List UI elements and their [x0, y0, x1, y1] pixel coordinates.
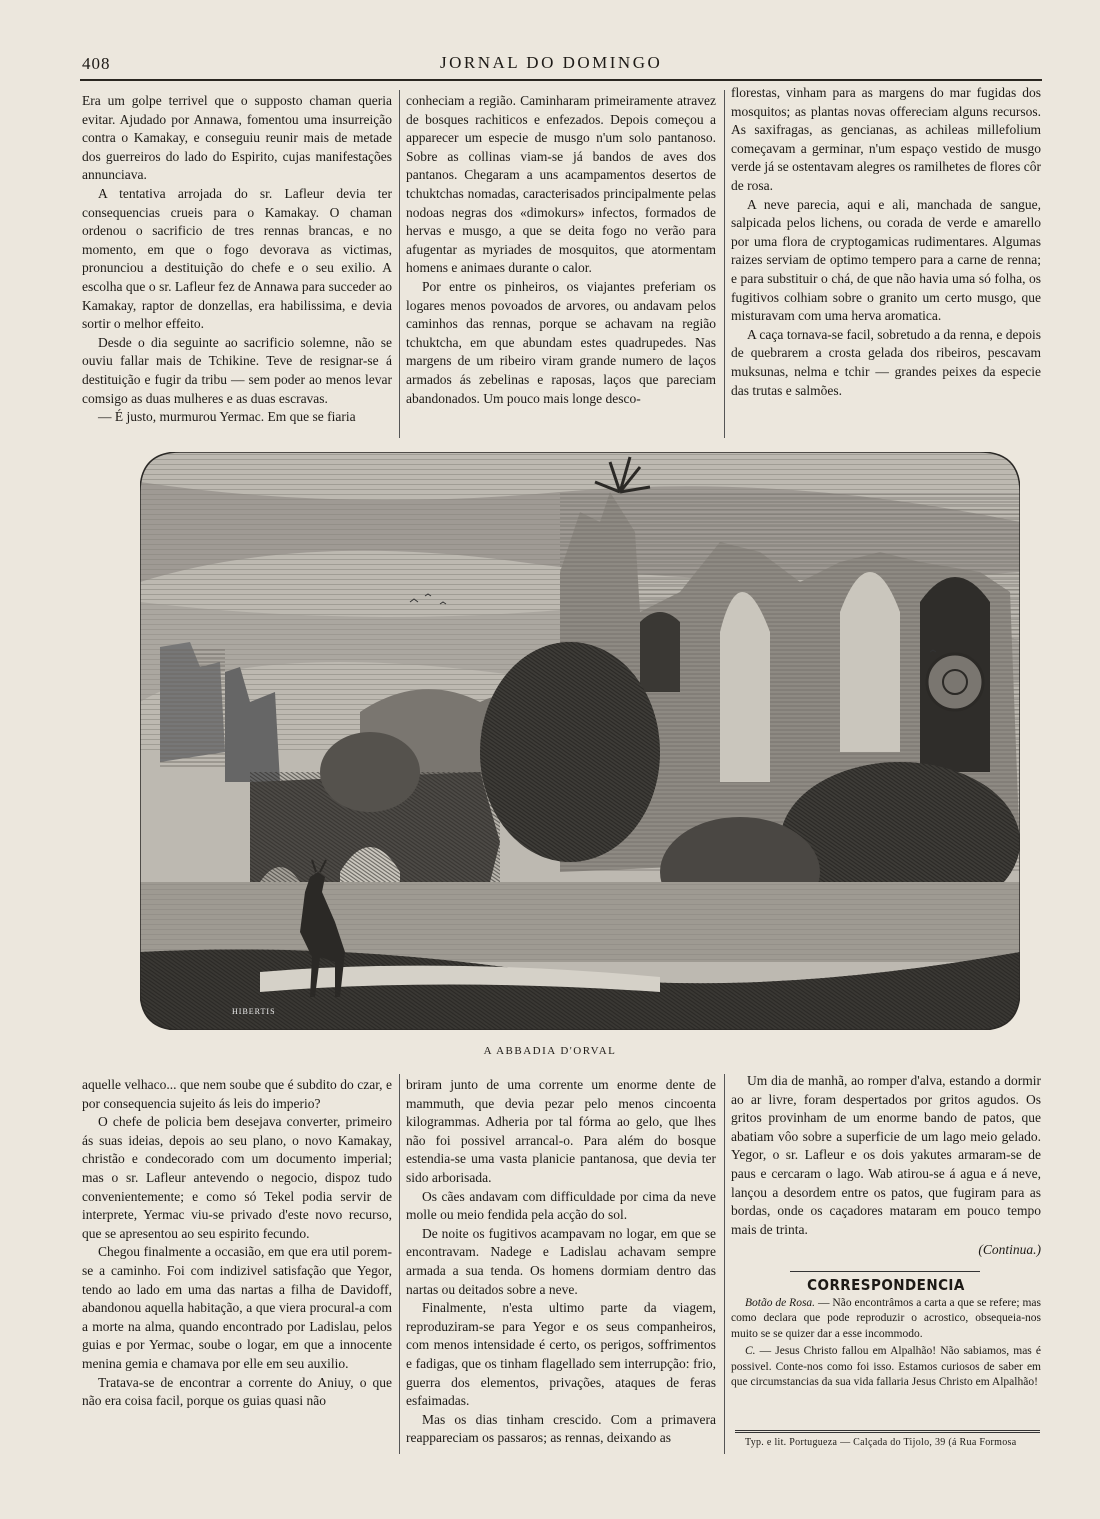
paragraph: — É justo, murmurou Yermac. Em que se fiaria [98, 409, 356, 425]
page-number: 408 [82, 54, 111, 73]
paragraph: A caça tornava-se facil, sobretudo a da renna, e depois de quebrarem a crosta gelada dos ribeiros, pescavam muksunas, nelma e tchir — grandes peixes da especie das trutas e salmões. [731, 326, 1041, 398]
paragraph: conheciam a região. Caminharam primeiramente atravez de bosques rachiticos e enfezados. Depois começou a apparecer um especie de musgo n'um solo pantanoso. Sobre as collinas viam-se já bandos de aves dos pantanos. Chegaram a uns acampamentos desertos de tchuktchas nomadas, caracterisados principalmente pelas nodoas negras dos «dimokurs» infectos, formados de hervas e musgo, a que se deita fogo no verão para afugentar as myriades de mosquitos, que atormentam homens e animaes durante o calor. [406, 93, 716, 276]
paragraph: O chefe de policia bem desejava converter, primeiro ás suas ideias, depois ao seu plano, o novo Kamakay, christão e condecorado com um documento imperial; mas o sr. Lafleur antevendo o negocio, dispoz tudo convenientemente; e como só Tekel podia servir de interprete, Yermac viu-se privado d'este novo recurso, que se apresentou ao seu espirito fecundo. [82, 1114, 392, 1241]
paragraph: Finalmente, n'esta ultimo parte da viagem, reproduziram-se para Yegor e os seus companheiros, com menos intensidade é certo, os perigos, soffrimentos e fadigas, que os tinham flagellado sem interrupção: frio, guerra dos elementos, privações, ataques de feras esfaimadas. [406, 1300, 716, 1409]
column-4 [82, 1076, 392, 1411]
footer-rule [735, 1430, 1040, 1433]
correspondencia-heading: CORRESPONDENCIA [807, 1276, 965, 1294]
column-6 [731, 1072, 1041, 1260]
printer-imprint: Typ. e lit. Portugueza — Calçada do Tijolo, 39 (á Rua Formosa [745, 1437, 1017, 1448]
addressee: C. [745, 1345, 756, 1358]
paragraph: Desde o dia seguinte ao sacrificio solemne, não se ouviu fallar mais de Tchikine. Teve de resignar-se á destituição e fugir da tribu — sem poder ao menos levar comsigo as duas mulheres e as duas escravas. [82, 334, 392, 406]
column-2 [406, 92, 716, 408]
reply-text: — Jesus Christo fallou em Alpalhão! Não sabiamos, mas é possivel. Conte-nos como foi isso. Estamos curiosos de saber em que circumstancias da sua vida fallaria Jesus Christo em Alpalhão! [731, 1345, 1041, 1389]
column-divider [724, 1074, 725, 1454]
paragraph: Mas os dias tinham crescido. Com a primavera reappareciam os passaros; as rennas, deixando as [406, 1411, 716, 1446]
paragraph: A neve parecia, aqui e ali, manchada de sangue, salpicada pelos lichens, ou corada de verde e amarello por uma flora de cryptogamicas rudimentares. Algumas raizes serviam de optimo tempero para a carne de renna; e para substituir o chá, de que não havia uma só folha, os fugitivos colhiam sobre o granito um certo musgo, que misturavam com uma herva aromatica. [731, 196, 1041, 324]
column-divider [399, 1074, 400, 1454]
illustration-caption: A ABBADIA D'ORVAL [483, 1045, 617, 1057]
paragraph: De noite os fugitivos acampavam no logar, em que se encontravam. Nadege e Ladislau achavam sempre armada a sua tenda. Os homens dormiam dentro das nartas ou deitados sobre a neve. [406, 1225, 716, 1297]
engraving-abbey-ruins [140, 452, 1020, 1030]
column-divider [399, 90, 400, 438]
paragraph: Era um golpe terrivel que o supposto chaman queria evitar. Ajudado por Annawa, fomentou uma insurreição contra o Kamakay, e conseguiu reunir mais de metade dos guerreiros do lado do Espirito, cujas manifestações annunciava. [82, 93, 392, 183]
paragraph: Um dia de manhã, ao romper d'alva, estando a dormir ao ar livre, foram despertados por gritos agudos. Os gritos provinham de um enorme bando de patos, que abatiam vôo sobre a superficie de um lago meio gelado. Yegor, o sr. Lafleur e os dois yakutes armaram-se de paus e cercaram o lago. Wab atirou-se á agua e á neve, lançou a desordem entre os patos, que fugiram para as bordas, onde os caçadores mataram em pouco tempo mais de trinta. [731, 1073, 1041, 1237]
continua-note: (Continua.) [978, 1242, 1041, 1258]
paragraph: florestas, vinham para as margens do mar fugidas dos mosquitos; as plantas novas offereciam alguns recursos. As saxifragas, as gencianas, as achileas millefolium começavam a germinar, n'um espaço vestido de musgo verde já se ostentavam alegres os ramilhetes de flores côr de rosa. [731, 85, 1041, 193]
header-rule [80, 79, 1042, 81]
column-divider [724, 90, 725, 438]
correspondence-entry [731, 1296, 1041, 1342]
masthead: JORNAL DO DOMINGO [440, 53, 663, 72]
column-1 [82, 92, 392, 427]
correspondencia-section [731, 1296, 1041, 1392]
addressee: Botão de Rosa. [745, 1297, 816, 1309]
section-rule [790, 1271, 980, 1272]
paragraph: Chegou finalmente a occasião, em que era util porem-se a caminho. Foi com indizivel satisfação que Yegor, tendo ao lado em uma das nartas a filha de Davidoff, abandonou aquella habitação, a que viera procural-a com a morte na alma, quando encontrado por Ladislau, pelos guias e por Yermac, soube o logar, em que a innocente menina gemia e chamava por elle em seu auxilio. [82, 1244, 392, 1371]
column-3 [731, 84, 1041, 400]
paragraph: Os cães andavam com difficuldade por cima da neve molle ou meio fendida pela acção do sol. [406, 1188, 716, 1223]
paragraph: aquelle velhaco... que nem soube que é subdito do czar, e por consequencia sujeito ás leis do imperio? [82, 1077, 392, 1111]
correspondence-entry [731, 1344, 1041, 1390]
reply-text: — Não encontrâmos a carta a que se refere; mas como declara que pode reproduzir o acrostico, obsequeia-nos muito se se quizer dar a esse incommodo. [731, 1297, 1042, 1340]
paragraph: Tratava-se de encontrar a corrente do Aniuy, o que não era coisa facil, porque os guias quasi não [82, 1374, 392, 1409]
column-5 [406, 1076, 716, 1448]
paragraph: A tentativa arrojada do sr. Lafleur devia ter consequencias crueis para o Kamakay. O chaman ordenou o sacrificio de tres rennas brancas, e no momento, em que o fogo devorava as victimas, pronunciou a destituição do chefe e o seu exilio. A escolha que o sr. Lafleur fez de Annawa para succeder ao Kamakay, raptor de donzellas, era habilissima, e devia sortir o melhor effeito. [82, 185, 392, 332]
paragraph: Por entre os pinheiros, os viajantes preferiam os logares menos povoados de arvores, ou andavam pelos caminhos das rennas, porque se achavam na região tchuktcha, em que abundam estes quadrupedes. Nas margens de um ribeiro viram grande numero de laços armados ás zebelinas e raposas, laços que pareciam abandonados. Um pouco mais longe desco- [406, 278, 716, 406]
engraver-signature: HIBERTIS [232, 1007, 276, 1016]
paragraph: briram junto de uma corrente um enorme dente de mammuth, que devia pezar pelo menos cincoenta kilogrammas. Adheria por tal fórma ao gelo, que lhes não foi possivel arrancal-o. Para além do bosque estendia-se uma vasta planicie pantanosa, que devia ter sido arborisada. [406, 1077, 716, 1185]
